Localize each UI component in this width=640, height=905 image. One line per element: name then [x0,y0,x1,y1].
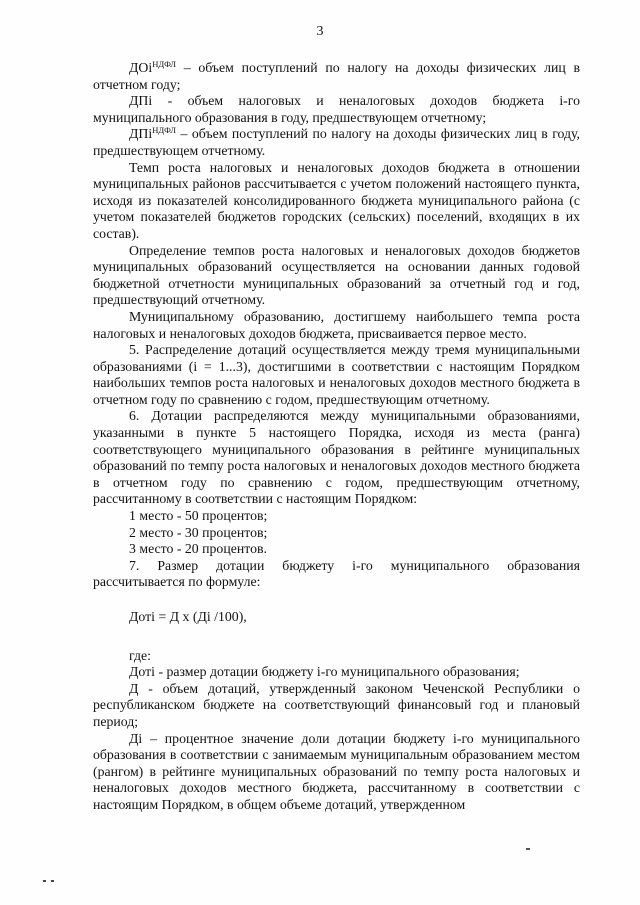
paragraph-item-5: 5. Распределение дотаций осуществляется между тремя муниципальными образованиями (i = 1...3), достигшими в соответствии с настоящим Порядком наибольших темпов роста налоговых и неналоговых доходов местного бюджета в отчетном году по сравнению с годом, предшествующим отчетному. [93,342,580,407]
place-item-1: 1 место - 50 процентов; [129,508,268,524]
paragraph-first-place: Муниципальному образованию, достигшему наибольшего темпа роста налоговых и неналоговых доходов бюджета, присваивается первое место. [93,308,580,341]
explanation-d: Д - объем дотаций, утвержденный законом Чеченской Республики о республиканском бюджете на соответствующий финансовый год и плановый период; [93,680,580,729]
definition-text: – объем поступлений по налогу на доходы физических лиц в отчетном году; [93,60,580,92]
paragraph-item-7: 7. Размер дотации бюджету і-го муниципального образования рассчитывается по формуле: [93,557,580,590]
definition-term-superscript: НДФЛ [152,125,176,136]
place-item-2: 2 место - 30 процентов; [129,524,268,540]
definition-term: ДПі [129,93,153,109]
formula: Дотi = Д х (Дi /100), [129,609,247,624]
scan-speck [43,880,59,882]
where-label: где: [129,647,151,663]
definition-text: – объем поступлений по налогу на доходы физических лиц в году, предшествующем отчетному. [93,126,580,158]
definition-doi-ndfl [93,60,580,93]
definition-term-superscript: НДФЛ [152,59,176,69]
definition-term: ДПі [129,126,153,142]
page-number: 3 [316,24,324,39]
document-body [93,60,580,814]
scan-speck [526,848,530,850]
definition-term: ДОі [129,60,153,75]
explanation-di: Дi – процентное значение доли дотации бюджету і-го муниципального образования в соответствии с занимаемым муниципальным образованием местом (рангом) в рейтинге муниципальных образований по темпу роста налоговых и неналоговых доходов местного бюджета, рассчитанному в соответствии с настоящим Порядком, в общем объеме дотаций, утвержденном [93,730,580,812]
explanation-doti: Дотi - размер дотации бюджету і-го муниципального образования; [129,664,520,680]
paragraph-growth-rate-districts: Темп роста налоговых и неналоговых доходов бюджета в отношении муниципальных районов рассчитывается с учетом положений настоящего пункта, исходя из показателей консолидированного бюджета муниципального района (с учетом показателей бюджетов городских (сельских) поселений, входящих в их состав). [93,159,580,241]
definition-dpi-ndfl [93,126,580,159]
paragraph-item-6: 6. Дотации распределяются между муниципальными образованиями, указанными в пункте 5 настоящего Порядка, исходя из места (ранга) соответствующего муниципального образования в рейтинге муниципальных образований по темпу роста налоговых и неналоговых доходов местного бюджета в отчетном году по сравнению с годом, предшествующим отчетному, рассчитанному в соответствии с настоящим Порядком: [93,408,580,507]
place-item-3: 3 место - 20 процентов. [129,541,267,557]
paragraph-growth-rate-determination: Определение темпов роста налоговых и неналоговых доходов бюджетов муниципальных образований осуществляется на основании данных годовой бюджетной отчетности муниципальных образований за отчетный год и год, предшествующий отчетному. [93,242,580,308]
definition-dpi [93,93,580,126]
definition-text: - объем налоговых и неналоговых доходов бюджета і-го муниципального образования в году, предшествующем отчетному; [93,93,580,125]
